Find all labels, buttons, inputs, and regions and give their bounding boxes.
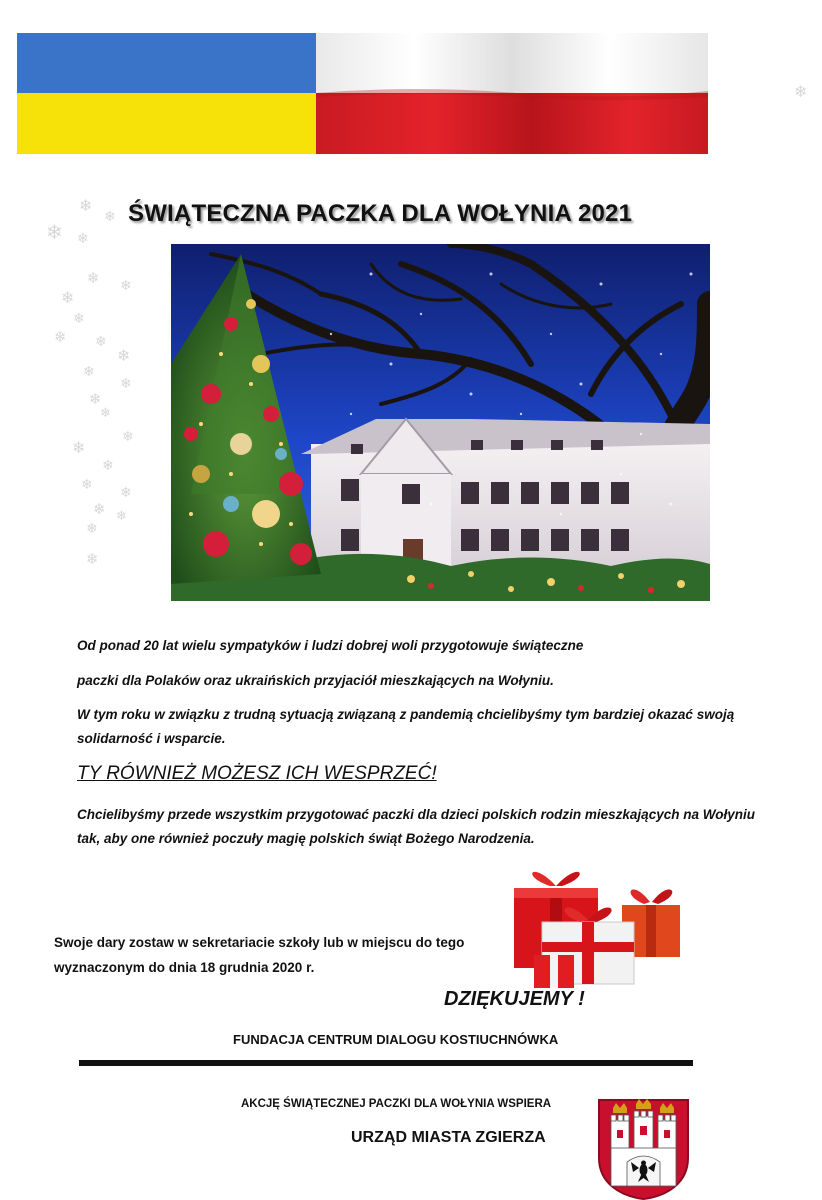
- gift-boxes-icon: [512, 860, 687, 990]
- winter-building-photo: [171, 244, 710, 601]
- snowflake-icon: ❄: [794, 82, 808, 101]
- snowflake-icon: ❄: [117, 346, 131, 365]
- snowflake-icon: ❄: [81, 477, 93, 493]
- snowflake-icon: ❄: [116, 509, 127, 524]
- call-to-action-heading: TY RÓWNIEŻ MOŻESZ ICH WESPRZEĆ!: [77, 763, 437, 784]
- drop-off-info: Swoje dary zostaw w sekretariacie szkoły lub w miejscu do tego wyznaczonym do dnia 18 grudnia 2020 r.: [54, 935, 465, 975]
- snowflake-icon: ❄: [86, 521, 98, 537]
- ukraine-flag-yellow-stripe: [17, 93, 316, 154]
- snowflake-icon: ❄: [73, 311, 85, 327]
- snowflake-icon: ❄: [54, 328, 67, 346]
- snowflake-icon: ❄: [122, 429, 134, 445]
- zgierz-coat-of-arms-icon: [597, 1098, 690, 1200]
- snowflake-icon: ❄: [83, 364, 95, 380]
- flags-banner: [17, 33, 708, 154]
- pandemic-paragraph: W tym roku w związku z trudną sytuacją związaną z pandemią chcielibyśmy tym bardziej okazać swoją solidarność i wsparcie.: [77, 707, 735, 746]
- snowflake-icon: ❄: [104, 209, 116, 225]
- snowflake-icon: ❄: [77, 231, 89, 247]
- thanks-heading: DZIĘKUJEMY !: [444, 988, 585, 1010]
- snowflake-icon: ❄: [120, 278, 132, 294]
- intro-paragraph-line-2: paczki dla Polaków oraz ukraińskich przyjaciół mieszkających na Wołyniu.: [77, 673, 554, 688]
- snowflake-icon: ❄: [89, 390, 102, 408]
- sponsor-name: URZĄD MIASTA ZGIERZA: [351, 1129, 546, 1146]
- snowflake-icon: ❄: [120, 485, 132, 501]
- snowflake-icon: ❄: [87, 269, 100, 287]
- snowflake-icon: ❄: [46, 220, 63, 244]
- snowflake-icon: ❄: [72, 438, 86, 457]
- snowflake-icon: ❄: [100, 406, 111, 421]
- foundation-name: FUNDACJA CENTRUM DIALOGU KOSTIUCHNÓWKA: [233, 1032, 559, 1047]
- snowflake-icon: ❄: [120, 376, 132, 392]
- ukraine-flag-blue-stripe: [17, 33, 316, 93]
- ukraine-flag: [17, 33, 316, 154]
- snowflake-icon: ❄: [86, 550, 99, 568]
- children-paragraph: Chcielibyśmy przede wszystkim przygotować paczki dla dzieci polskich rodzin mieszkających na Wołyniu tak, aby one również poczuły magię polskich świąt Bożego Narodzenia.: [77, 807, 755, 846]
- poland-flag: [316, 33, 708, 154]
- intro-paragraph-line-1: Od ponad 20 lat wielu sympatyków i ludzi dobrej woli przygotowuje świąteczne: [77, 638, 584, 653]
- snowflake-icon: ❄: [95, 334, 107, 350]
- divider: [79, 1060, 693, 1066]
- snowflake-icon: ❄: [102, 458, 114, 474]
- page-title: ŚWIĄTECZNA PACZKA DLA WOŁYNIA 2021: [128, 200, 633, 227]
- snowflake-icon: ❄: [79, 196, 93, 215]
- snowflake-icon: ❄: [93, 500, 106, 518]
- snowflake-icon: ❄: [61, 288, 75, 307]
- support-line: AKCJĘ ŚWIĄTECZNEJ PACZKI DLA WOŁYNIA WSPIERA: [241, 1098, 552, 1110]
